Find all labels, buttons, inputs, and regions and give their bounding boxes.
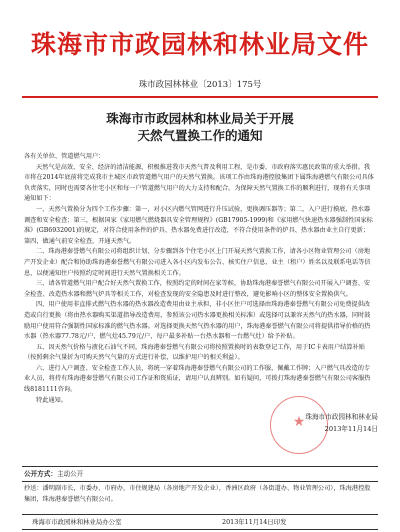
closing-line: 特此通知。 bbox=[36, 396, 67, 404]
footer-office: 珠海市市政园林和林业局办公室 bbox=[32, 518, 122, 526]
seal-star-icon: ★ bbox=[292, 414, 306, 430]
document-number: 珠市政园林林业〔2013〕175号 bbox=[138, 80, 262, 90]
publication-row bbox=[24, 469, 83, 479]
notice-title bbox=[0, 110, 400, 144]
title-line-1: 珠海市市政园林和林业局关于开展 bbox=[106, 111, 294, 126]
body-paragraph: 一、天然气置换分为四个工作步骤：第一，对小区内燃气管网进行升压试验，更换调压器等；第二，入户进行摸底、热水器调查和安全检查；第三，根据国家《家用燃气燃烧器具安全管理规程》(GB17905-1999)和《家用燃气快速热水器强制性国家标准》(GB6932001)的规定，对符合使用条件的炉具、热水器免费进行改造，不符合使用条件的炉具、热水器由业主自行更新；第四，做通气前安全检查，开通天然气。 bbox=[24, 205, 373, 245]
masthead: 珠海市市政园林和林业局文件 bbox=[30, 30, 369, 59]
footer-print-date: 2013年11月14日印发 bbox=[222, 518, 287, 526]
signature-block bbox=[250, 412, 390, 462]
footer-rule-mid bbox=[22, 481, 378, 482]
title-line-2: 天然气置换工作的通知 bbox=[137, 128, 263, 143]
body-paragraph: 天然气是高效、安全、经济的清洁能源，积极推进我市天然气普及利用工程，是市委、市政府落实惠民政策的重大举措。我市将在2014年底前将完成我市主城区市政管道燃气用户的天然气置换。该项工作由珠海港控股集团下属珠海港燃气有限公司具体负责落实，同时也需要各住宅小区和每一户管道燃气用户的大力支持和配合。为保障天然气置换工作的顺利进行，现将有关事项通知如下： bbox=[24, 163, 374, 203]
salutation: 各有关单位、管道燃气用户： bbox=[24, 153, 105, 160]
body-paragraph: 四、用户使用非直排式燃气热水器的热水器改造费用由业主承担，非小区住户可选择由珠海港秦誉燃气有限公司免费提供改造或自行更换（将由热水器购买渠道指导改造费用，参照该公司热水器更换相关标准）或选择可以兼容天然气的热水器，同时鼓励用户使用符合强制性国家标准的燃气热水器。对选择更换天然气热水器的用户，珠海港秦誉燃气有限公司将提供指导价格的热水器（热水器77.78元/户，燃气灶45.79元/户，每户最多补贴一台热水器和一台燃气灶）给予补贴。 bbox=[24, 301, 371, 341]
cc-list: 抄送：潘明副市长，市委办、市府办，市住规建局（各房地产开发企业），香洲区政府（各街道办、物业管理公司），珠海港控股集团，珠海港秦誉燃气有限公司。 bbox=[24, 485, 371, 503]
issue-date: 2013年11月14日 bbox=[324, 425, 378, 433]
body-paragraph: 五、因天然气价格与液化石油气不同，珠海港秦誉燃气有限公司将按照置换时的表数登记工作，用于IC卡表用户结算补贴（按照剩余气量折为可购天然气气量的方式进行补偿，以维护用户的相关利益）。 bbox=[24, 343, 365, 362]
body-paragraph: 二、珠海港秦誉燃气有限公司将组织计划、分步骤到各个住宅小区上门开展天然气置换工作，请各小区物业管理公司（房地产开发企业）配合和协助珠海港秦誉燃气有限公司进入各小区内发布公告、核实住户信息、业主（租户）姓名以及联系电话等信息，以便通知住户按照约定时间进行天然气置换相关工作。 bbox=[24, 248, 371, 277]
issuing-authority: 珠海市市政园林和林业局 bbox=[305, 413, 378, 421]
footer-rule-bottom bbox=[22, 529, 378, 530]
red-divider bbox=[22, 96, 378, 98]
footer-rule-top bbox=[22, 466, 378, 467]
body-paragraph: 三、请各管道燃气用户配合好天然气置换工作，按照约定的时间在家等候，协助珠海港秦誉燃气有限公司开展入户调查、安全检查、改造热水器和燃气炉具等相关工作，对检查发现的安全隐患及时进行整改，避免影响小区的整体安全置换供气。 bbox=[24, 280, 371, 298]
notice-body bbox=[24, 152, 374, 406]
public-label: 公开方式： bbox=[24, 470, 57, 478]
body-paragraph: 六、进行入户调查、安全检查工作人员，将统一穿着珠海港秦誉燃气有限公司的工作服，佩戴工作牌；入户燃气具改造的专业人员，将持有珠海港秦誉燃气有限公司工作证和资质证，请用户认真辨别。如有疑问，可拨打珠海港秦誉燃气有限公司客服热线8181111咨询。 bbox=[24, 364, 371, 394]
public-value: 主动公开 bbox=[56, 470, 84, 478]
footer-rule-lower bbox=[22, 514, 378, 515]
